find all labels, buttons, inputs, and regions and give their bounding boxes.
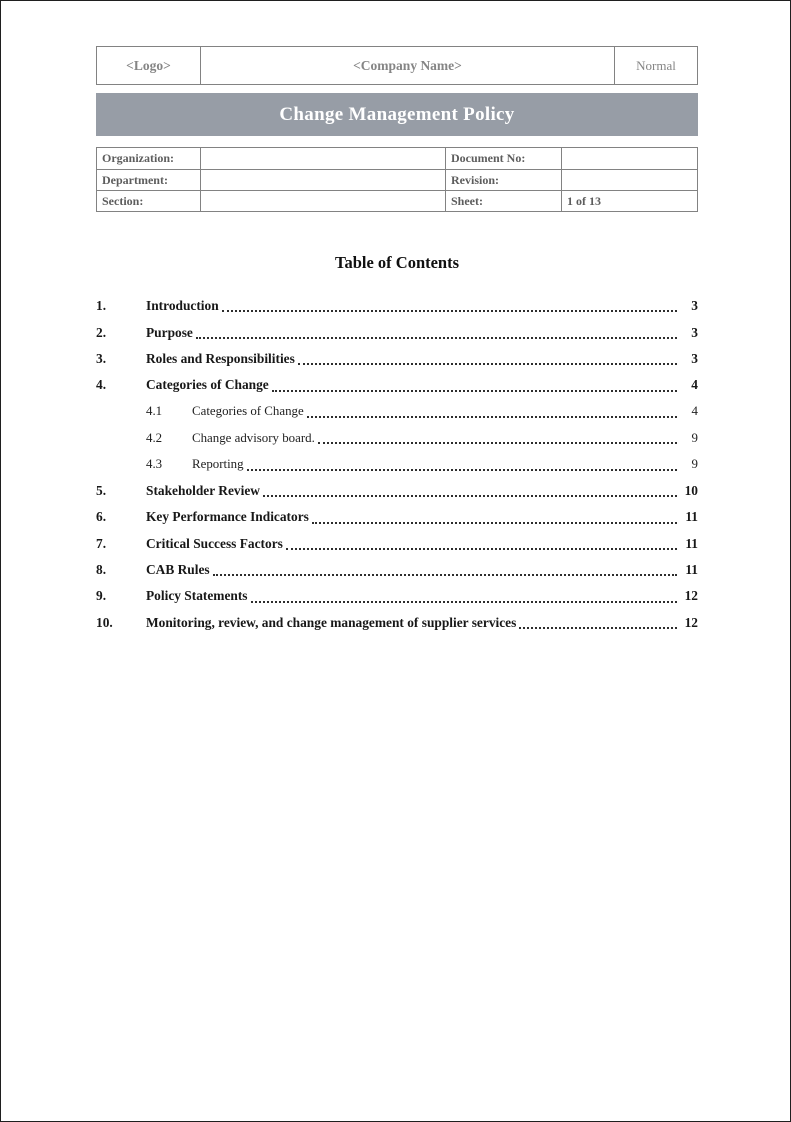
toc-entry[interactable] — [96, 504, 698, 530]
toc-entry-title: Categories of Change — [192, 404, 304, 419]
toc-entry-page: 12 — [684, 588, 698, 604]
sheet-label: Sheet: — [445, 190, 561, 211]
toc-entry-number: 4.3 — [146, 457, 163, 472]
toc-entry-title: Reporting — [192, 457, 244, 472]
section-value — [200, 190, 445, 211]
toc-entry-number: 5. — [96, 482, 107, 498]
dot-leader — [286, 548, 677, 550]
toc-entry-number: 9. — [96, 588, 107, 604]
toc-entry-title: Stakeholder Review — [146, 482, 260, 498]
toc-entry[interactable] — [96, 583, 698, 609]
dot-leader — [307, 416, 677, 418]
toc-entry-number: 6. — [96, 509, 107, 525]
toc-entry-number: 7. — [96, 535, 107, 551]
logo-placeholder — [97, 47, 200, 84]
document-no-value — [561, 148, 697, 169]
toc-entry-number: 4. — [96, 377, 107, 393]
company-name-placeholder — [200, 47, 614, 84]
logo-placeholder-text: <Logo> — [126, 57, 171, 73]
toc-entry-page: 4 — [691, 377, 698, 393]
document-title-banner — [96, 93, 698, 136]
classification-cell — [614, 47, 697, 84]
sheet-value: 1 of 13 — [561, 190, 697, 211]
dot-leader — [263, 495, 677, 497]
revision-value — [561, 169, 697, 190]
toc-entry[interactable] — [96, 399, 698, 425]
toc-entry[interactable] — [96, 451, 698, 477]
toc-entry-page: 11 — [685, 535, 698, 551]
toc-entry-number: 4.2 — [146, 430, 163, 445]
toc-entry[interactable] — [96, 531, 698, 557]
toc-entry-title: Monitoring, review, and change management of supplier services — [146, 614, 517, 630]
toc-entry-title: Critical Success Factors — [146, 535, 283, 551]
toc-entry-page: 10 — [684, 482, 698, 498]
toc-entry[interactable] — [96, 372, 698, 398]
dot-leader — [318, 442, 677, 444]
toc-heading: Table of Contents — [334, 253, 460, 272]
dot-leader — [312, 522, 677, 524]
company-name-text: <Company Name> — [353, 57, 462, 73]
toc-entry-page: 9 — [691, 457, 698, 472]
toc-entry-page: 3 — [691, 298, 698, 314]
toc-entry-number: 1. — [96, 298, 107, 314]
department-value — [200, 169, 445, 190]
toc-entry-title: Roles and Responsibilities — [146, 350, 295, 366]
toc-entry-number: 2. — [96, 324, 107, 340]
toc-entry-number: 4.1 — [146, 404, 163, 419]
organization-label: Organization: — [102, 151, 174, 165]
toc-entry-number: 3. — [96, 350, 107, 366]
dot-leader — [298, 363, 677, 365]
toc-entry-title: Categories of Change — [146, 377, 269, 393]
dot-leader — [196, 337, 677, 339]
document-title: Change Management Policy — [279, 104, 515, 125]
toc-entry[interactable] — [96, 478, 698, 504]
toc-entry[interactable] — [96, 319, 698, 345]
toc-entry-number: 10. — [96, 614, 113, 630]
toc-entry-page: 11 — [685, 509, 698, 525]
toc-entry-title: Policy Statements — [146, 588, 248, 604]
document-no-label: Document No: — [445, 148, 561, 169]
classification-text: Normal — [636, 57, 676, 73]
revision-label: Revision: — [445, 169, 561, 190]
toc-entry-page: 9 — [691, 430, 698, 445]
dot-leader — [213, 574, 677, 576]
toc-entry[interactable] — [96, 293, 698, 319]
toc-entry-number: 8. — [96, 562, 107, 578]
toc-list — [96, 293, 698, 636]
page-content — [96, 46, 698, 636]
toc-entry[interactable] — [96, 346, 698, 372]
toc-entry[interactable] — [96, 610, 698, 636]
section-label: Section: — [97, 190, 200, 211]
toc-entry-page: 4 — [691, 404, 698, 419]
toc-entry-page: 11 — [685, 562, 698, 578]
organization-value — [200, 148, 445, 169]
dot-leader — [519, 627, 677, 629]
toc-entry-title: Purpose — [146, 324, 193, 340]
toc-entry-page: 3 — [691, 350, 698, 366]
toc-entry-title: Key Performance Indicators — [146, 509, 309, 525]
dot-leader — [247, 469, 677, 471]
toc-entry-title: Introduction — [146, 298, 219, 314]
toc-entry[interactable] — [96, 425, 698, 451]
dot-leader — [222, 310, 677, 312]
toc-entry-title: CAB Rules — [146, 562, 210, 578]
department-label: Department: — [97, 169, 200, 190]
toc-entry-page: 3 — [691, 324, 698, 340]
toc-entry-page: 12 — [684, 614, 698, 630]
toc-entry-title: Change advisory board. — [192, 430, 315, 445]
document-info-table — [96, 147, 698, 212]
toc-entry[interactable] — [96, 557, 698, 583]
dot-leader — [251, 601, 677, 603]
dot-leader — [272, 390, 677, 392]
document-header-table — [96, 46, 698, 85]
